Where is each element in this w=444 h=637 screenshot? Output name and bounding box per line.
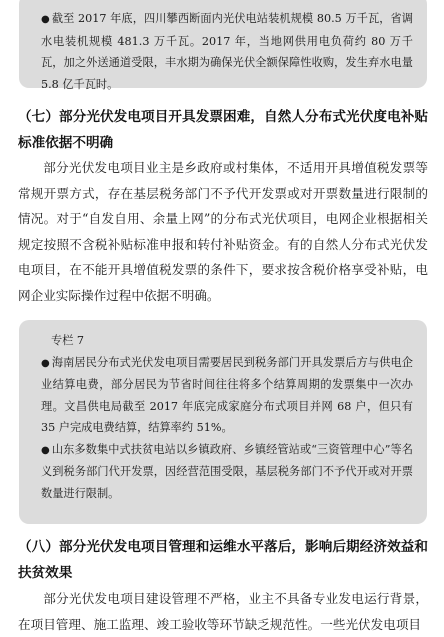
column-item-shandong <box>41 439 413 505</box>
callout-box-sichuan <box>19 0 427 91</box>
column-label: 专栏 7 <box>51 334 85 347</box>
bullet-icon: ● <box>41 14 50 25</box>
column-item-hainan <box>41 352 413 439</box>
callout-text: 截至 2017 年底，四川攀西断面内光伏电站装机规模 80.5 万千瓦，省调水电装机规模 481.3 万千瓦。2017 年，当地网供用电负荷约 80 万千瓦，加之外送通道受限，丰水期为确保光伏全额保障性收购，发生弃水电量 5.8 亿千瓦时。 <box>41 12 413 91</box>
bullet-icon: ● <box>41 357 50 369</box>
section-7-body: 部分光伏发电项目业主是乡政府或村集体，不适用开具增值税发票等常规开票方式，存在基层税务部门不予代开发票或对开票数量进行限制的情况。对于“自发自用、余量上网”的分布式光伏项目，电网企业根据相关规定按照不含税补贴标准申报和转付补贴资金。有的自然人分布式光伏发电项目，在不能开具增值税发票的条件下，要求按含税价格享受补贴，电网企业实际操作过程中依据不明确。 <box>18 160 428 303</box>
column-item-text: 海南居民分布式光伏发电项目需要居民到税务部门开具发票后方与供电企业结算电费，部分居民为节省时间往往将多个结算周期的发票集中一次办理。文昌供电局截至 2017 年底完成家庭分布式项目并网 68 户，但只有 35 户完成电费结算，结算率约 51%。 <box>41 355 413 434</box>
column-item-text: 山东多数集中式扶贫电站以乡镇政府、乡镇经管站或“三资管理中心”等名义到税务部门代开发票，因经营范围受限，基层税务部门不予代开或对开票数量进行限制。 <box>41 442 413 500</box>
section-7-heading: （七）部分光伏发电项目开具发票困难，自然人分布式光伏度电补贴标准依据不明确 <box>18 109 428 151</box>
section-8-heading: （八）部分光伏发电项目管理和运维水平落后，影响后期经济效益和扶贫效果 <box>18 539 428 581</box>
bullet-icon: ● <box>41 444 50 456</box>
section-8-body: 部分光伏发电项目建设管理不严格，业主不具备专业发电运行背景，在项目管理、施工监理、竣工验收等环节缺乏规范性。一些光伏发电项目 <box>18 591 428 632</box>
callout-paragraph <box>41 8 413 95</box>
callout-box-column-7 <box>19 320 427 524</box>
